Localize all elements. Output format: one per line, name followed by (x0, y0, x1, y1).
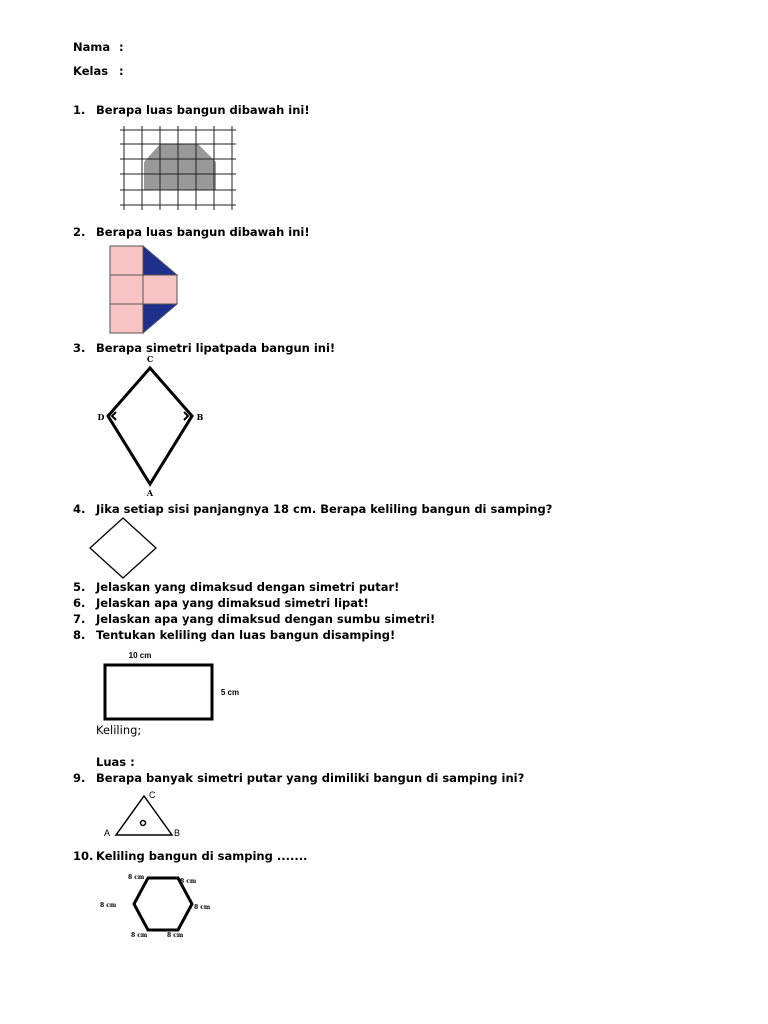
question-9-text: Berapa banyak simetri putar yang dimiliki bangun di samping ini? (96, 771, 525, 785)
grid-shape-figure (120, 126, 240, 212)
hexagon-figure (98, 868, 220, 942)
question-6-number: 6. (73, 596, 86, 610)
luas-answer-label: Luas : (96, 755, 135, 769)
question-3-text: Berapa simetri lipatpada bangun ini! (96, 341, 336, 355)
question-4-number: 4. (73, 502, 86, 516)
question-8-number: 8. (73, 628, 86, 642)
triangle-vertex-a: A (104, 828, 111, 838)
question-3-number: 3. (73, 341, 86, 355)
name-colon: : (119, 40, 124, 54)
rectangle-height-label: 5 cm (220, 688, 240, 697)
class-label: Kelas (73, 64, 109, 78)
question-1-number: 1. (73, 103, 86, 117)
question-1-text: Berapa luas bangun dibawah ini! (96, 103, 310, 117)
question-10-number: 10. (73, 849, 94, 863)
triangle-center-point (141, 821, 146, 826)
question-7-number: 7. (73, 612, 86, 626)
navy-triangle-top (143, 246, 177, 275)
question-4-text: Jika setiap sisi panjangnya 18 cm. Berapa keliling bangun di samping? (96, 502, 553, 516)
hexagon-side-bottom-right: 8 cm (167, 932, 184, 939)
rectangle-figure (100, 648, 248, 724)
question-2-text: Berapa luas bangun dibawah ini! (96, 225, 310, 239)
kite-vertex-a: A (146, 488, 154, 498)
grid-shaded-area (144, 144, 216, 190)
rhombus-figure (86, 516, 160, 580)
hexagon-side-top-right: 8 cm (180, 878, 197, 885)
question-9-number: 9. (73, 771, 86, 785)
question-2-number: 2. (73, 225, 86, 239)
kite-vertex-d: D (97, 412, 105, 422)
rectangle-width-label: 10 cm (128, 651, 152, 660)
class-colon: : (119, 64, 124, 78)
kite-figure (94, 354, 214, 500)
question-7-text: Jelaskan apa yang dimaksud dengan sumbu simetri! (96, 612, 436, 626)
question-8-text: Tentukan keliling dan luas bangun disamping! (96, 628, 396, 642)
squares-triangles-figure (106, 244, 182, 336)
name-label: Nama (73, 40, 111, 54)
hexagon-side-left: 8 cm (100, 902, 117, 909)
triangle-vertex-b: B (174, 828, 181, 838)
hexagon-side-top-left: 8 cm (128, 874, 145, 881)
keliling-answer-label: Keliling; (96, 723, 142, 737)
hexagon-side-right: 8 cm (194, 904, 211, 911)
triangle-vertex-c: C (149, 790, 156, 800)
question-5-number: 5. (73, 580, 86, 594)
navy-triangle-bottom (143, 304, 177, 333)
kite-vertex-c: C (146, 354, 154, 364)
kite-vertex-b: B (196, 412, 204, 422)
question-10-text: Keliling bangun di samping ....... (96, 849, 308, 863)
question-6-text: Jelaskan apa yang dimaksud simetri lipat! (96, 596, 369, 610)
hexagon-side-bottom-left: 8 cm (131, 932, 148, 939)
triangle-figure (100, 788, 188, 840)
question-5-text: Jelaskan yang dimaksud dengan simetri putar! (96, 580, 400, 594)
